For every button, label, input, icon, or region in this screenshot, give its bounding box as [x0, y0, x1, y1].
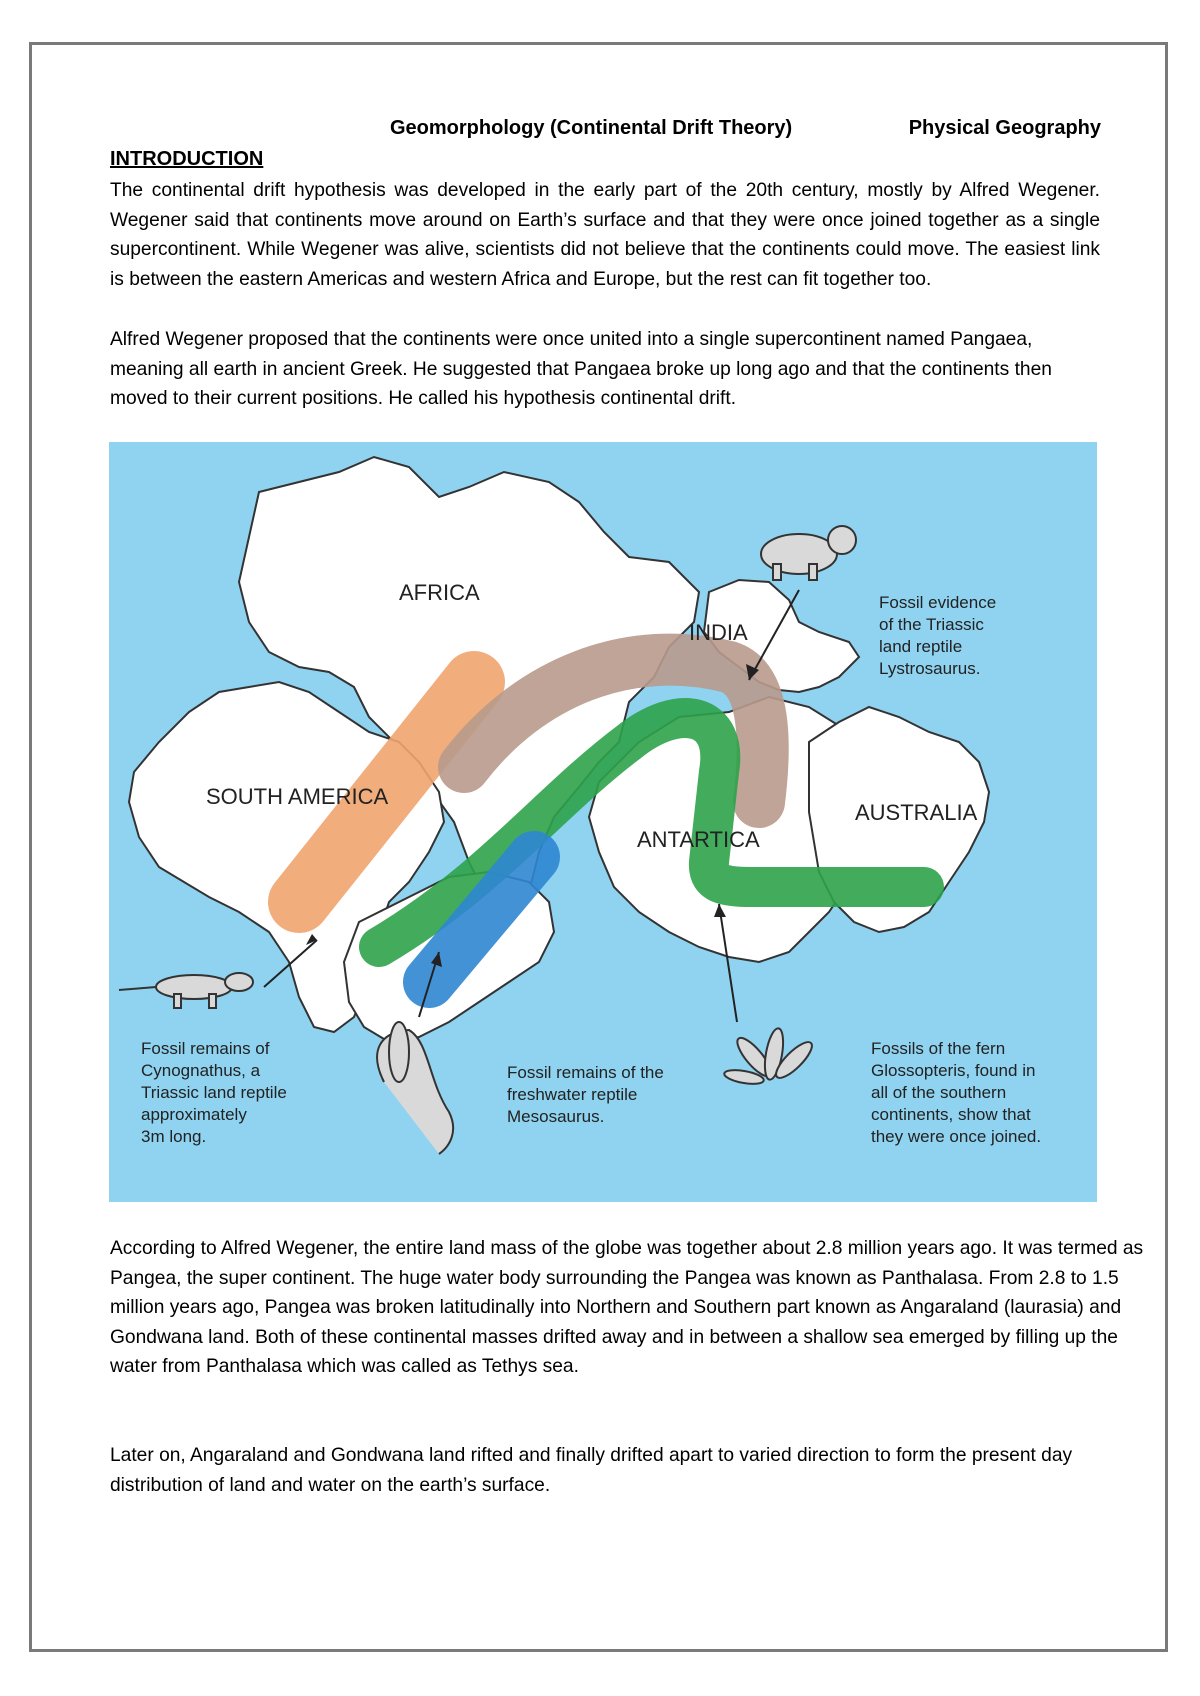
caption-cynognathus-line: approximately: [141, 1105, 247, 1124]
caption-cynognathus-line: Cynognathus, a: [141, 1061, 261, 1080]
caption-cynognathus-line: Fossil remains of: [141, 1039, 270, 1058]
intro-heading: INTRODUCTION: [110, 148, 264, 170]
intro-paragraph-2: Alfred Wegener proposed that the continents were once united into a single supercontinent named Pangaea, meaning all earth in ancient Greek. He suggested that Pangaea broke up long ago and that the continents then moved to their current positions. He called his hypothesis continental drift.: [110, 329, 1052, 409]
intro-paragraph-1: The continental drift hypothesis was developed in the early part of the 20th century, mostly by Alfred Wegener. Wegener said that continents move around on Earth’s surface and that they were once joined together as a single supercontinent. While Wegener was alive, scientists did not believe that the continents could move. The easiest link is between the eastern Americas and western Africa and Europe, but the rest can fit together too.: [110, 180, 1100, 290]
body-paragraph-3: According to Alfred Wegener, the entire land mass of the globe was together about 2.8 million years ago. It was termed as Pangea, the super continent. The huge water body surrounding the Pangea was known as Panthalasa. From 2.8 to 1.5 million years ago, Pangea was broken latitudinally into Northern and Southern part known as Angaraland (laurasia) and Gondwana land. Both of these continental masses drifted away and in between a shallow sea emerged by filling up the water from Panthalasa which was called as Tethys sea.: [110, 1238, 1144, 1377]
caption-glossopteris-line: they were once joined.: [871, 1127, 1042, 1146]
label-africa: AFRICA: [399, 580, 480, 605]
label-australia: AUSTRALIA: [855, 800, 978, 825]
label-south-america: SOUTH AMERICA: [206, 784, 389, 809]
header-subject: Physical Geography: [908, 117, 1101, 139]
continental-drift-map: [109, 442, 1097, 1202]
caption-glossopteris-line: continents, show that: [871, 1105, 1031, 1124]
caption-mesosaurus-line: Mesosaurus.: [507, 1107, 605, 1126]
caption-lystrosaurus-line: Fossil evidence: [879, 593, 997, 612]
label-antartica: ANTARTICA: [637, 827, 760, 852]
caption-cynognathus-line: 3m long.: [141, 1127, 207, 1146]
caption-glossopteris-line: all of the southern: [871, 1083, 1007, 1102]
caption-lystrosaurus-line: land reptile: [879, 637, 963, 656]
label-india: INDIA: [689, 620, 748, 645]
caption-glossopteris-line: Glossopteris, found in: [871, 1061, 1036, 1080]
caption-cynognathus-line: Triassic land reptile: [141, 1083, 287, 1102]
body-paragraph-4: Later on, Angaraland and Gondwana land rifted and finally drifted apart to varied direction to form the present day distribution of land and water on the earth’s surface.: [110, 1445, 1073, 1496]
caption-lystrosaurus-line: Lystrosaurus.: [879, 659, 981, 678]
caption-mesosaurus-line: Fossil remains of the: [507, 1063, 664, 1082]
header-title: Geomorphology (Continental Drift Theory): [390, 117, 793, 139]
caption-glossopteris-line: Fossils of the fern: [871, 1039, 1006, 1058]
caption-lystrosaurus-line: of the Triassic: [879, 615, 984, 634]
page-header: [0, 117, 1200, 143]
caption-mesosaurus-line: freshwater reptile: [507, 1085, 638, 1104]
